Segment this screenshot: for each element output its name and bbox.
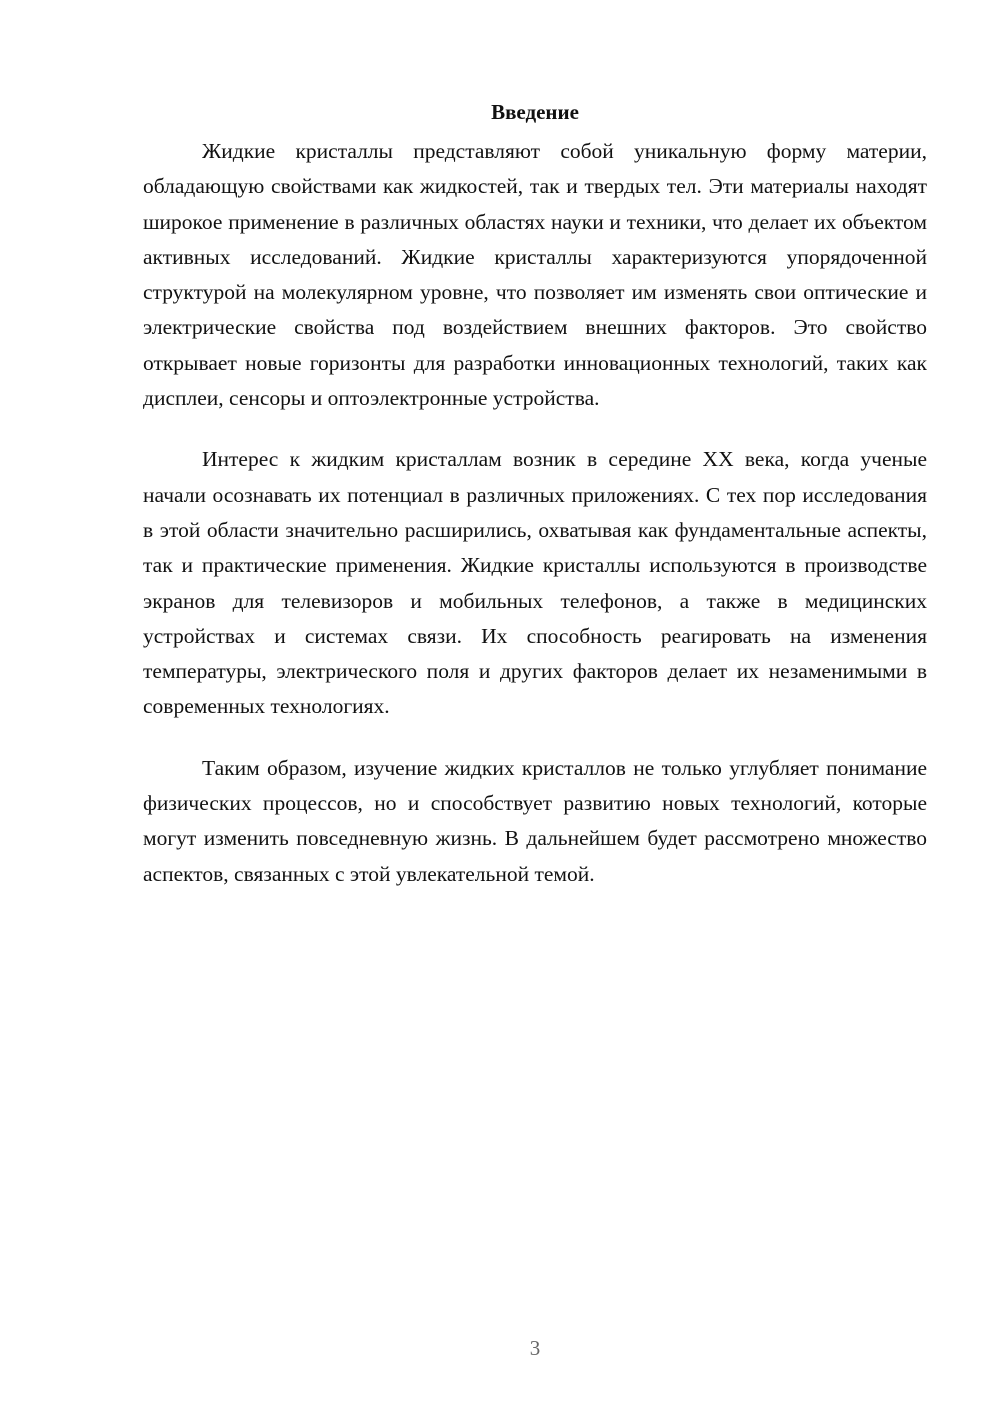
paragraph-2: Интерес к жидким кристаллам возник в середине XX века, когда ученые начали осознавать их потенциал в различных приложениях. С тех пор исследования в этой области значительно расширились, охватывая как фундаментальные аспекты, так и практические применения. Жидкие кристаллы используются в производстве экранов для телевизоров и мобильных телефонов, а также в медицинских устройствах и системах связи. Их способность реагировать на изменения температуры, электрического поля и других факторов делает их незаменимыми в современных технологиях. bbox=[143, 447, 927, 719]
page-content bbox=[143, 98, 927, 918]
page-number: 3 bbox=[529, 1336, 541, 1360]
paragraph-1: Жидкие кристаллы представляют собой уникальную форму материи, обладающую свойствами как жидкостей, так и твердых тел. Эти материалы находят широкое применение в различных областях науки и техники, что делает их объектом активных исследований. Жидкие кристаллы характеризуются упорядоченной структурой на молекулярном уровне, что позволяет им изменять свои оптические и электрические свойства под воздействием внешних факторов. Это свойство открывает новые горизонты для разработки инновационных технологий, таких как дисплеи, сенсоры и оптоэлектронные устройства. bbox=[143, 139, 927, 411]
paragraph-3: Таким образом, изучение жидких кристаллов не только углубляет понимание физических процессов, но и способствует развитию новых технологий, которые могут изменить повседневную жизнь. В дальнейшем будет рассмотрено множество аспектов, связанных с этой увлекательной темой. bbox=[143, 755, 927, 886]
section-heading: Введение bbox=[491, 100, 579, 124]
